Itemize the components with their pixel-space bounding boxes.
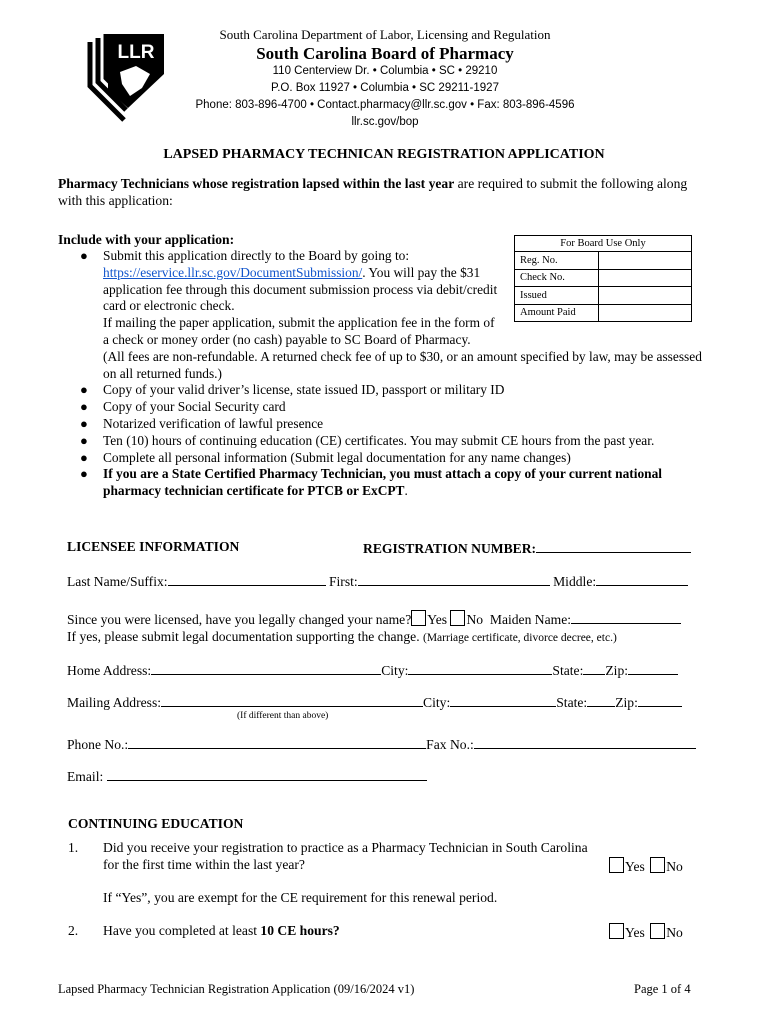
home-zip-field[interactable] [628,661,678,675]
ce-q1-yes-checkbox[interactable] [609,857,624,873]
mailing-address-field[interactable] [161,693,423,707]
street-address: 110 Centerview Dr. • Columbia • SC • 29210 [272,65,498,77]
ce-q1-options: Yes No [609,857,683,875]
fees-note: (All fees are non-refundable. A returned check fee of up to $30, or an amount specified by law, may be assessed on all returned funds.) [103,348,702,381]
bullet-icon: ● [80,399,88,415]
bullet-icon: ● [80,382,88,398]
ce-q2-text: Have you completed at least 10 CE hours? [103,923,340,938]
name-change-row: Since you were licensed, have you legally changed your name? Yes No Maiden Name: [67,610,681,628]
ce-q2-yes-checkbox[interactable] [609,923,624,939]
contact-line: Phone: 803-896-4700 • Contact.pharmacy@llr.sc.gov • Fax: 803-896-4596 [195,99,575,111]
ce-q1-number: 1. [68,840,79,855]
ce-q1-note: If “Yes”, you are exempt for the CE requirement for this renewal period. [103,890,498,905]
if-different-note: (If different than above) [237,711,329,721]
document-submission-link[interactable]: https://eservice.llr.sc.gov/DocumentSubmission/ [103,264,363,280]
phone-field[interactable] [128,735,426,749]
list-item: ● Notarized verification of lawful presence [80,415,324,431]
ce-q2-number: 2. [68,923,79,938]
board-row-label: Check No. [515,269,599,287]
form-title: LAPSED PHARMACY TECHNICAN REGISTRATION APPLICATION [163,147,605,162]
fax-field[interactable] [474,735,696,749]
bullet-icon: ● [80,248,88,263]
first-name-field[interactable] [358,572,550,586]
list-item: ● If you are a State Certified Pharmacy Technician, you must attach a copy of your current national pharmacy technician certificate for PTCB or ExCPT. [80,466,663,499]
mailing-state-field[interactable] [587,693,615,707]
reg-no-field[interactable] [599,252,692,270]
phone-fax-row: Phone No.: Fax No.: [67,735,696,753]
ce-q1-line1: Did you receive your registration to practice as a Pharmacy Technician in South Carolina [103,840,588,855]
bullet-icon: ● [80,449,88,465]
list-item: ● Submit this application directly to the Board by going to: https://eservice.llr.sc.gov/DocumentSubmission/. You will pay the $31 application fee through this document submission process via debit/credit card or electronic check. [80,248,498,314]
home-city-field[interactable] [408,661,552,675]
name-change-note: If yes, please submit legal documentation supporting the change. (Marriage certificate, divorce decree, etc.) [67,629,617,644]
registration-number-field[interactable] [536,539,691,553]
ce-q2-no-checkbox[interactable] [650,923,665,939]
bullet-icon: ● [80,432,88,448]
ce-q2-options: Yes No [609,923,683,941]
bullet-icon: ● [80,466,88,482]
email-row: Email: [67,767,427,785]
ce-q1-line2: for the first time within the last year? [103,857,305,872]
po-box: P.O. Box 11927 • Columbia • SC 29211-1927 [271,82,499,94]
home-state-field[interactable] [583,661,605,675]
intro-rest: are required to submit the following along with this application: [58,176,688,208]
mailing-zip-field[interactable] [638,693,682,707]
include-heading: Include with your application: [58,232,235,247]
board-row-label: Reg. No. [515,252,599,270]
ce-q1-no-checkbox[interactable] [650,857,665,873]
intro-text [58,175,706,209]
svg-text:LLR: LLR [117,42,155,63]
name-row: Last Name/Suffix: First: Middle: [67,572,688,590]
issued-field[interactable] [599,287,692,305]
name-change-no-checkbox[interactable] [450,610,465,626]
list-item: ● Copy of your Social Security card [80,399,286,415]
mailing-city-field[interactable] [450,693,556,707]
ce-heading: CONTINUING EDUCATION [68,816,244,831]
maiden-name-field[interactable] [571,610,681,624]
department-name: South Carolina Department of Labor, Licensing and Regulation [219,27,551,42]
website[interactable]: llr.sc.gov/bop [351,116,419,128]
footer-form-id: Lapsed Pharmacy Technician Registration Application (09/16/2024 v1) [58,982,415,996]
mailing-address-row: Mailing Address: City: State: Zip: [67,693,682,711]
middle-name-field[interactable] [596,572,688,586]
bullet-icon: ● [80,415,88,431]
mail-instructions: If mailing the paper application, submit the application fee in the form of a check or money order (no cash) payable to SC Board of Pharmacy. [103,315,495,347]
intro-bold: Pharmacy Technicians whose registration lapsed within the last year [58,176,455,191]
page-number: Page 1 of 4 [634,982,691,996]
list-item: ● Copy of your valid driver’s license, state issued ID, passport or military ID [80,382,505,398]
registration-number: REGISTRATION NUMBER: [363,539,691,557]
board-use-heading: For Board Use Only [515,236,692,252]
email-field[interactable] [107,767,427,781]
list-item: ● Ten (10) hours of continuing education (CE) certificates. You may submit CE hours from the past year. [80,432,655,448]
board-name: South Carolina Board of Pharmacy [256,44,514,63]
list-item: ● Complete all personal information (Submit legal documentation for any name changes) [80,449,571,465]
name-change-yes-checkbox[interactable] [411,610,426,626]
amount-paid-field[interactable] [599,304,692,322]
board-row-label: Issued [515,287,599,305]
last-name-field[interactable] [168,572,326,586]
home-address-row: Home Address: City: State: Zip: [67,661,678,679]
home-address-field[interactable] [151,661,381,675]
check-no-field[interactable] [599,269,692,287]
licensee-heading: LICENSEE INFORMATION [67,539,240,554]
board-row-label: Amount Paid [515,304,599,322]
board-use-table [514,235,692,322]
